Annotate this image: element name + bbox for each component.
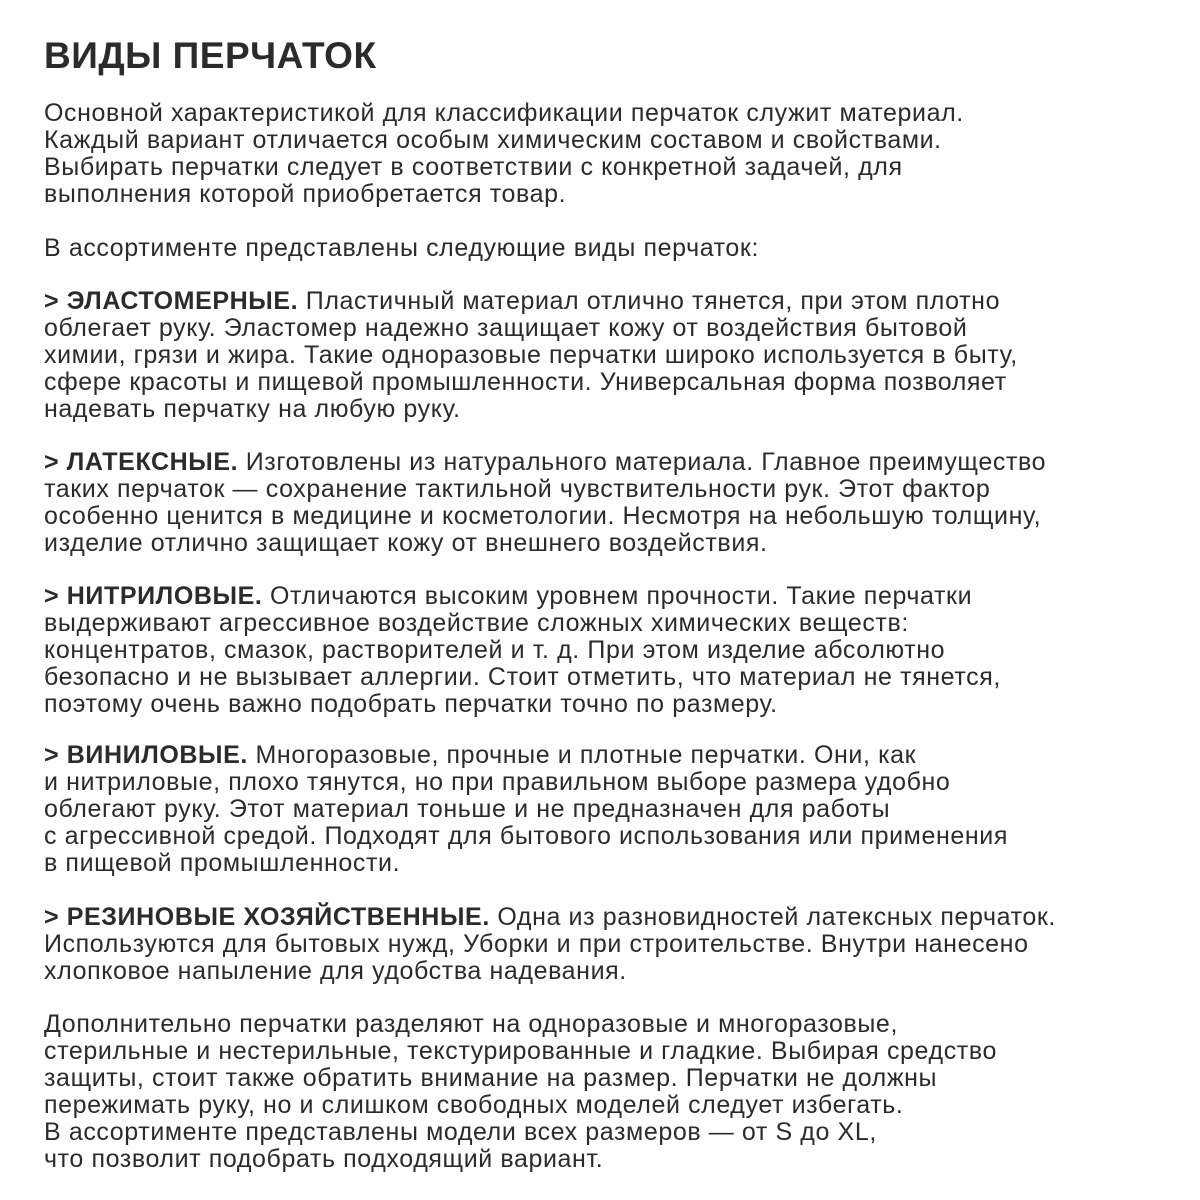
text-line: в пищевой промышленности. [44,849,401,877]
conclusion-paragraph [44,1011,997,1173]
intro-paragraph [44,100,964,208]
text-line: Используются для бытовых нужд, Уборки и при строительстве. Внутри нанесено [44,930,1029,958]
assortment-paragraph [44,235,759,262]
text-line: выполнения которой приобретается товар. [44,180,567,208]
type-heading: > ВИНИЛОВЫЕ. [44,741,248,769]
text-line: Пластичный материал отлично тянется, при этом плотно [298,287,1001,315]
text-line: с агрессивной средой. Подходят для бытового использования или применения [44,822,1008,850]
text-line: особенно ценится в медицине и косметологии. Несмотря на небольшую толщину, [44,502,1042,530]
text-line: Дополнительно перчатки разделяют на одноразовые и многоразовые, [44,1010,898,1038]
text-line: поэтому очень важно подобрать перчатки точно по размеру. [44,690,778,718]
type-vinyl [44,742,1008,877]
text-line: облегают руку. Этот материал тоньше и не предназначен для работы [44,795,891,823]
text-line: Выбирать перчатки следует в соответствии с конкретной задачей, для [44,153,903,181]
text-line: хлопковое напыление для удобства надевания. [44,957,627,985]
type-heading: > НИТРИЛОВЫЕ. [44,582,263,610]
text-line: концентратов, смазок, растворителей и т. д. При этом изделие абсолютно [44,636,946,664]
text-line: и нитриловые, плохо тянутся, но при правильном выборе размера удобно [44,768,951,796]
page-title: ВИДЫ ПЕРЧАТОК [44,35,377,76]
text-line: химии, грязи и жира. Такие одноразовые перчатки широко используется в быту, [44,341,1018,369]
text-line: В ассортименте представлены модели всех размеров — от S до XL, [44,1118,877,1146]
type-latex [44,449,1046,557]
text-line: Каждый вариант отличается особым химическим составом и свойствами. [44,126,942,154]
type-heading: > ЛАТЕКСНЫЕ. [44,448,239,476]
text-line: безопасно и не вызывает аллергии. Стоит отметить, что материал не тянется, [44,663,1001,691]
type-rubber-household [44,904,1056,985]
text-line: изделие отлично защищает кожу от внешнего воздействия. [44,529,768,557]
type-heading: > РЕЗИНОВЫЕ ХОЗЯЙСТВЕННЫЕ. [44,903,490,931]
text-line: пережимать руку, но и слишком свободных моделей следует избегать. [44,1091,904,1119]
text-line: Отличаются высоким уровнем прочности. Такие перчатки [262,582,973,610]
text-line: Многоразовые, прочные и плотные перчатки. Они, как [247,741,917,769]
type-nitrile [44,583,1001,718]
type-heading: > ЭЛАСТОМЕРНЫЕ. [44,287,299,315]
text-line: облегает руку. Эластомер надежно защищает кожу от воздействия бытовой [44,314,968,342]
type-elastomer [44,288,1018,423]
text-line: Основной характеристикой для классификации перчаток служит материал. [44,99,964,127]
text-line: таких перчаток — сохранение тактильной чувствительности рук. Этот фактор [44,475,991,503]
text-line: Одна из разновидностей латексных перчаток. [489,903,1056,931]
text-line: В ассортименте представлены следующие виды перчаток: [44,234,760,262]
text-line: защиты, стоит также обратить внимание на размер. Перчатки не должны [44,1064,938,1092]
text-line: что позволит подобрать подходящий вариант. [44,1145,604,1173]
text-line: выдерживают агрессивное воздействие сложных химических веществ: [44,609,909,637]
text-line: Изготовлены из натурального материала. Главное преимущество [238,448,1047,476]
text-line: сфере красоты и пищевой промышленности. Универсальная форма позволяет [44,368,1007,396]
text-line: надевать перчатку на любую руку. [44,395,461,423]
text-line: стерильные и нестерильные, текстурированные и гладкие. Выбирая средство [44,1037,997,1065]
